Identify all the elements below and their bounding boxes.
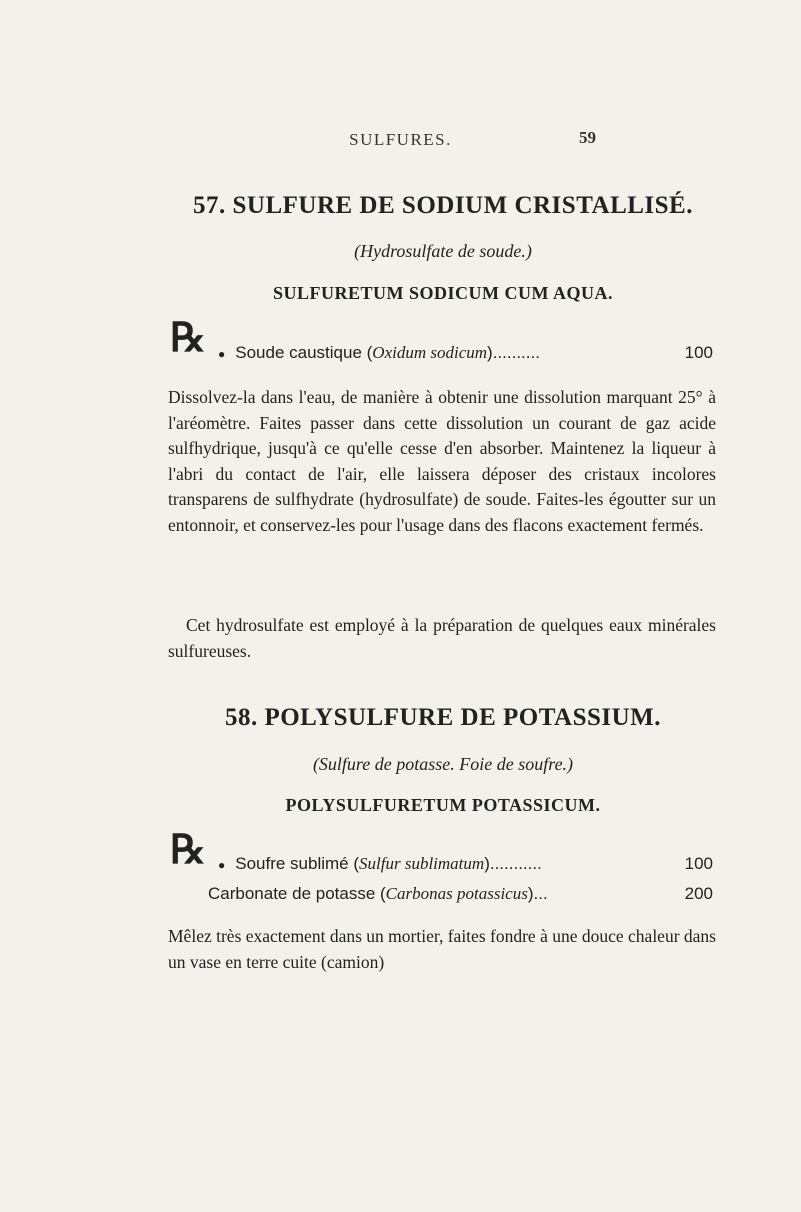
ingredient-close: )	[484, 854, 490, 873]
section-58-title: 58. POLYSULFURE DE POTASSIUM.	[224, 704, 662, 731]
section-57-subtitle: (Hydrosulfate de soude.)	[354, 241, 532, 261]
ingredient-quantity: 200	[684, 884, 713, 903]
ingredient-latin: Oxidum sodicum	[372, 343, 488, 362]
section-58-subtitle: (Sulfure de potasse. Foie de soufre.)	[312, 754, 574, 774]
section-57-latin-title: SULFURETUM SODICUM CUM AQUA.	[272, 283, 613, 303]
ingredient-name: Soufre sublimé (	[235, 854, 360, 873]
ingredient-latin: Carbonas potassicus	[385, 884, 528, 903]
section-57-paragraph-2: Cet hydrosulfate est employé à la préparation de quelques eaux minérales sulfureuses.	[168, 615, 716, 661]
leader-dots: ...	[533, 884, 548, 903]
section-57-paragraph-1: Dissolvez-la dans l'eau, de manière à obtenir une dissolution marquant 25° à l'aréomètre. Faites passer dans cette dissolution un courant de gaz acide sulfhydrique, jusqu'à ce qu'elle cesse d'en absorber. Maintenez la liqueur à l'abri du contact de l'air, elle laissera déposer des cristaux incolores transparens de sulfhydrate (hydrosulfate) de soude. Faites-les égoutter sur un entonnoir, et conservez-les pour l'usage dans des flacons exactement fermés.	[168, 387, 716, 535]
recipe-symbol: ℞	[170, 315, 206, 360]
ingredient-line	[218, 854, 713, 874]
section-58-paragraph-1: Mêlez très exactement dans un mortier, faites fondre à une douce chaleur dans un vase en terre cuite (camion)	[168, 926, 716, 972]
ingredient-close: )	[487, 343, 493, 362]
ingredient-line	[208, 884, 713, 904]
section-57-title: 57. SULFURE DE SODIUM CRISTALLISÉ.	[193, 192, 693, 219]
section-58-latin-title: POLYSULFURETUM POTASSICUM.	[285, 795, 601, 815]
ingredient-line	[218, 343, 713, 363]
page-number: 59	[579, 128, 596, 147]
recipe-symbol: ℞	[170, 827, 206, 872]
ingredient-quantity: 100	[684, 854, 713, 873]
running-head: SULFURES.	[349, 130, 452, 149]
bullet-icon: ●	[218, 857, 226, 872]
ingredient-name: Soude caustique (	[235, 343, 373, 362]
ingredient-quantity: 100	[684, 343, 713, 362]
bullet-icon: ●	[218, 346, 226, 361]
ingredient-close: )	[527, 884, 534, 903]
leader-dots: ...........	[489, 854, 542, 873]
ingredient-name: Carbonate de potasse (	[208, 884, 386, 903]
leader-dots: ..........	[492, 343, 540, 362]
ingredient-latin: Sulfur sublimatum	[359, 854, 485, 873]
